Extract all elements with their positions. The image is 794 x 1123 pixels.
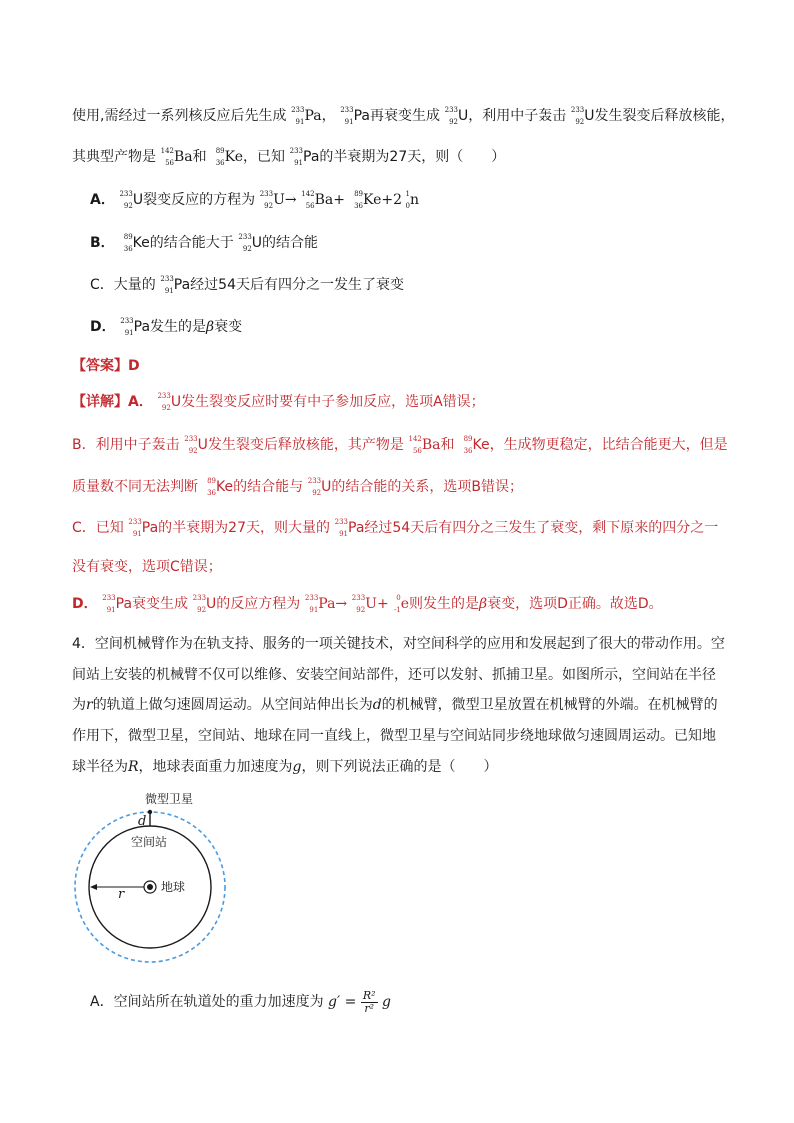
satellite-label: 微型卫星 <box>145 792 194 806</box>
d-label: d <box>138 814 147 829</box>
q3-option-a: A． 233 92 U裂变反应的方程为 233 92 U→ 142 56 Ba+ 89 36 Ke+2 1 0 n <box>90 190 420 210</box>
r-label: r <box>118 887 125 902</box>
q4-stem-line-2: 间站上安装的机械臂不仅可以维修、安装空间站部件，还可以发射、抓捕卫星。如图所示，空间站在半径 <box>72 667 716 683</box>
q3-explanation-line-1: 【详解】A． 233 92 U发生裂变反应时要有中子参加反应，选项A错误； <box>72 392 485 412</box>
q3-stem-line-2: 其典型产物是 142 56 Ba和 89 36 Ke，已知 233 91 Pa的半衰期为27天，则（ ） <box>72 147 506 167</box>
station-label: 空间站 <box>131 835 168 849</box>
q3-option-b: B． 89 36 Ke的结合能大于 233 92 U的结合能 <box>90 233 319 253</box>
q4-stem-line-1: 4．空间机械臂作为在轨支持、服务的一项关键技术，对空间科学的应用和发展起到了很大的带动作用。空 <box>72 636 725 652</box>
q3-answer: 【答案】D <box>72 358 140 374</box>
q4-stem-line-3: 为r的轨道上做匀速圆周运动。从空间站伸出长为d的机械臂，微型卫星放置在机械臂的外端。在机械臂的 <box>72 697 718 713</box>
q4-stem-line-4: 作用下，微型卫星，空间站、地球在同一直线上，微型卫星与空间站同步绕地球做匀速圆周运动。已知地 <box>72 728 716 744</box>
earth-label: 地球 <box>161 880 186 894</box>
q3-explanation-line-6: D． 233 91 Pa衰变生成 233 92 U的反应方程为 233 91 Pa→ 233 92 U+ 0 -1 e则发生的是β衰变，选项D正确。故选D。 <box>72 594 663 614</box>
earth-inner <box>147 884 153 890</box>
q4-option-a: A．空间站所在轨道处的重力加速度为 g′ = $\frac{\text{R²}}{\text{r²}}$ g <box>90 988 391 1015</box>
gravity-fraction: $\frac{\text{R²}}{\text{r²}}$ <box>362 988 376 1015</box>
q3-explanation-line-4: C．已知 233 91 Pa的半衰期为27天，则大量的 233 91 Pa经过54天后有四分之三发生了衰变，剩下原来的四分之一 <box>72 518 719 538</box>
radius-arrowhead <box>90 884 97 890</box>
q3-stem-line-1: 使用,需经过一系列核反应后先生成 233 91 Pa， 233 91 Pa再衰变生成 233 92 U，利用中子轰击 233 92 U发生裂变后释放核能， <box>72 106 735 126</box>
q3-explanation-line-2: B．利用中子轰击 233 92 U发生裂变后释放核能，其产物是 142 56 Ba和 89 36 Ke，生成物更稳定，比结合能更大，但是 <box>72 435 728 455</box>
q3-option-d: D． 233 91 Pa发生的是β衰变 <box>90 317 243 337</box>
q3-explanation-line-5: 没有衰变，选项C错误； <box>72 559 222 575</box>
q3-explanation-line-3: 质量数不同无法判断 89 36 Ke的结合能与 233 92 U的结合能的关系，选项B错误； <box>72 477 523 497</box>
satellite-dot <box>148 810 152 814</box>
q4-stem-line-5: 球半径为R，地球表面重力加速度为g，则下列说法正确的是（ ） <box>72 759 498 775</box>
orbit-figure <box>60 788 300 978</box>
q3-option-c: C．大量的 233 91 Pa经过54天后有四分之一发生了衰变 <box>90 275 404 295</box>
